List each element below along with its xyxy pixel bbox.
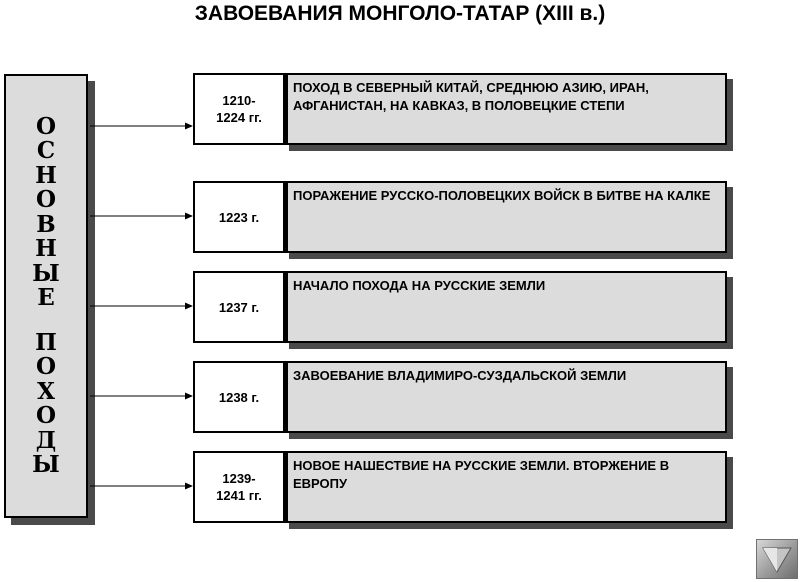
- event-description: ЗАВОЕВАНИЕ ВЛАДИМИРО-СУЗДАЛЬСКОЙ ЗЕМЛИ: [283, 361, 727, 433]
- triangle-down-icon: [757, 540, 797, 578]
- side-letter: С: [36, 137, 56, 164]
- side-letter: Н: [35, 235, 57, 262]
- side-letter: В: [36, 210, 56, 238]
- event-description: НОВОЕ НАШЕСТВИЕ НА РУССКИЕ ЗЕМЛИ. ВТОРЖЕНИЕ В ЕВРОПУ: [283, 451, 727, 523]
- side-word-main: [32, 112, 60, 311]
- event-description: НАЧАЛО ПОХОДА НА РУССКИЕ ЗЕМЛИ: [283, 271, 727, 343]
- side-letter: Ы: [32, 451, 60, 478]
- event-row: [193, 451, 727, 523]
- connector-arrow: [90, 301, 193, 311]
- event-year: 1239- 1241 гг.: [193, 451, 283, 523]
- event-year: 1238 г.: [193, 361, 283, 433]
- side-letter: Д: [35, 426, 57, 454]
- side-letter: Н: [35, 161, 57, 189]
- side-letter: О: [35, 112, 57, 140]
- event-description: ПОХОД В СЕВЕРНЫЙ КИТАЙ, СРЕДНЮЮ АЗИЮ, ИРАН, АФГАНИСТАН, НА КАВКАЗ, В ПОЛОВЕЦКИЕ СТЕПИ: [283, 73, 727, 145]
- side-letter: П: [35, 328, 57, 356]
- event-row: [193, 73, 727, 145]
- event-row: [193, 361, 727, 433]
- connector-arrow: [90, 121, 193, 131]
- page-title: ЗАВОЕВАНИЯ МОНГОЛО-ТАТАР (XIII в.): [194, 2, 606, 25]
- next-slide-button[interactable]: [756, 539, 798, 579]
- side-letter: Х: [37, 377, 55, 405]
- side-letter: Е: [37, 284, 55, 311]
- side-label-box: [4, 74, 88, 518]
- side-letter: Ы: [32, 259, 60, 287]
- side-letter: О: [35, 402, 57, 429]
- event-row: [193, 271, 727, 343]
- connector-arrow: [90, 211, 193, 221]
- side-word-campaigns: [32, 328, 60, 478]
- event-year: 1223 г.: [193, 181, 283, 253]
- event-row: [193, 181, 727, 253]
- side-letter: О: [35, 186, 57, 213]
- event-year: 1210- 1224 гг.: [193, 73, 283, 145]
- side-letter: О: [35, 353, 57, 380]
- event-description: ПОРАЖЕНИЕ РУССКО-ПОЛОВЕЦКИХ ВОЙСК В БИТВЕ НА КАЛКЕ: [283, 181, 727, 253]
- event-year: 1237 г.: [193, 271, 283, 343]
- connector-arrow: [90, 391, 193, 401]
- connector-arrow: [90, 481, 193, 491]
